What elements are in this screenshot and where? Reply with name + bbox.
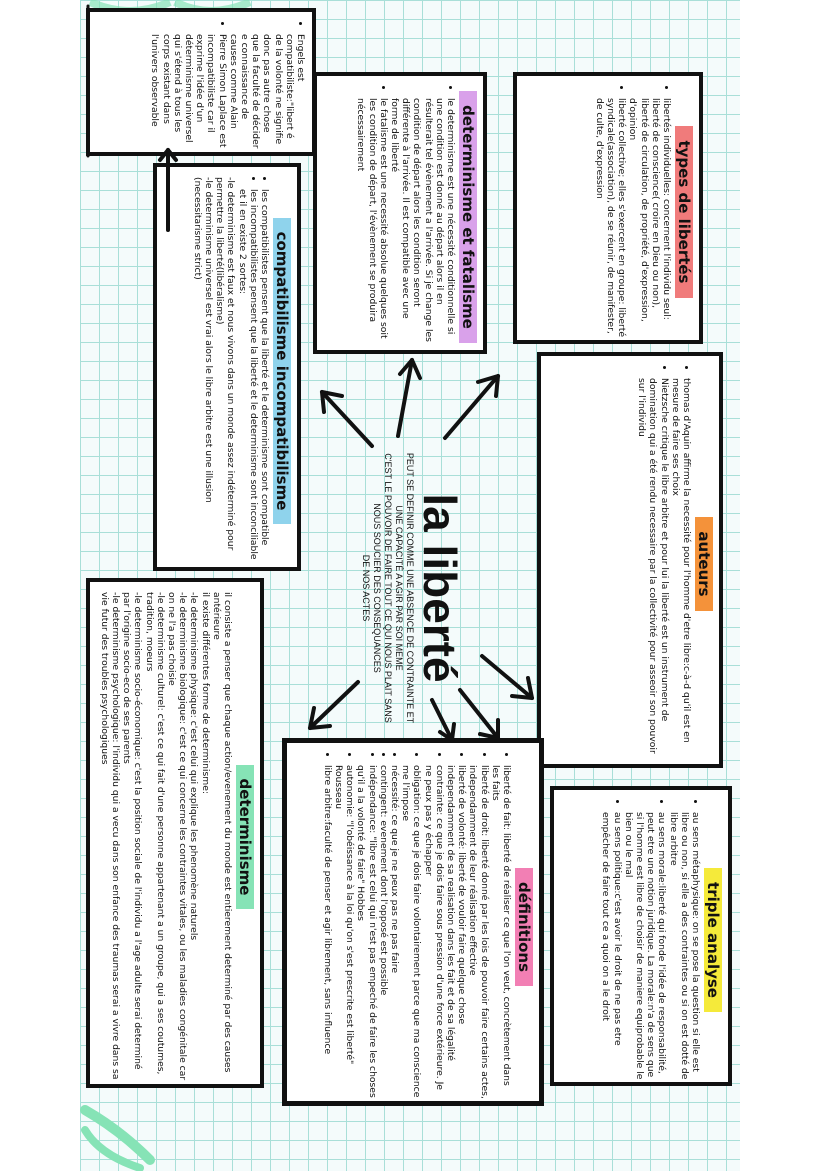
types-de-libertes-title: types de libertés xyxy=(675,126,693,297)
arrow-icon xyxy=(310,682,358,728)
determinisme-line: il existe différentes forme de determinisme: xyxy=(199,592,211,794)
definition-item: • indépendance: "libre est celui qui n'est pas empeché de faire les choses qu'il a la volonté de faire" Hobbes xyxy=(355,765,377,1101)
determinisme-fatalisme-item: • le fatalisme est une necessité absolue quelques soit les condition de départ, l'évènement se produira nécessairement xyxy=(355,98,389,348)
central-title: la liberté xyxy=(414,493,466,683)
triple-analyse-item: • au sens politique:c'est avoir le droit de ne pas etre empêcher de faire tout ce a quoi on a le droit xyxy=(600,812,622,1080)
auteurs-item: • Nietzsche critique le libre arbitre et pour lui la liberté est un instrument de domination qui a été rendu necessaire par la collectivité pour asseoir son pouvoir sur l'individu xyxy=(636,378,670,762)
triple-analyse-item: • au sens morale:liberté qui fonde l'idée de responsabilité, peut etre une notion juridique. La morale:n'a de sens que si l'homme est libre de choisir de maniere equiprobable le bien ou le mal xyxy=(623,812,668,1080)
determinisme-title: determinisme xyxy=(236,765,254,910)
central-subtitle-line: DE NOS ACTES xyxy=(361,554,371,622)
central-subtitle-line: C'EST LE POUVOIR DE FAIRE TOUT CE QUI NOUS PLAIT SANS xyxy=(383,453,393,723)
compatibilisme-item: • les compatibilistes pensent que la liberté et le determinisme sont compatible xyxy=(259,189,270,565)
compatibilisme-item: • les incompatibilistes pensent que la liberté et le determinisme sont inconciliable et il en existe 2 sortes: xyxy=(236,189,258,565)
definition-item: • obligation: ce que je dois faire volontairement parce que ma conscience me l'impose xyxy=(400,765,422,1101)
definitions-title: définitions xyxy=(515,868,533,986)
auteurs-title: auteurs xyxy=(695,517,713,610)
engels-text: • Engels est compatibiliste:"libert é de la volonté ne signifie donc pas autre chose que la faculté de décider e connaissance de causes comme Alain xyxy=(228,34,306,150)
triple-analyse-item: • au sens métaphysique: on se pose la question si elle est libre ou non, si elle a des contraintes ou si on est dotté de libre arbitre xyxy=(667,812,701,1080)
compatibilisme-title: compatibilisme incompatibilisme xyxy=(273,218,291,525)
central-subtitle-line: PEUT SE DEFINIR COMME UNE ABSENCE DE CONTRAINTE ET xyxy=(405,452,415,724)
definition-item: • contingent: evenement dont l'opposé est possible xyxy=(378,765,389,1101)
central-subtitle-line: NOUS SOUCIER DES CONSEQUANCES xyxy=(372,503,382,673)
arrow-icon xyxy=(322,392,372,446)
laplace-text: • Pierre Simon Laplace est incompatibiliste car il exprime l'idée d'un déterminisme universel qui s'étend à tous les corps existant dans l'univers observable xyxy=(149,34,227,150)
arrow-icon xyxy=(482,656,532,698)
determinisme-line: -le determinisme psychologique: l'individu qui a vecu dans son enfance des traumas serai a vivre dans sa vie futur des troubles psychologiques xyxy=(98,592,121,1080)
determinisme-line: -le determinisme culturel: c'est ce qui fait d'une personne appartenant a un groupe, qui a ses coutumes, tradition, moeurs xyxy=(143,592,166,1075)
determinisme-fatalisme-title: determinisme et fatalisme xyxy=(459,91,477,343)
types-de-libertes-item: • libertés individuelles: concernent l'individu seul: liberté de conscience( croire en Dieu ou non), liberté de circulation, de propriété, d'expression, d'opinion xyxy=(627,98,672,338)
auteurs-item: • thomas d'Aquin affirme la necessité pour l'homme d'etre libre:c-à-d qu'il est en mesure de faire ses choix xyxy=(670,378,692,762)
arrow-icon xyxy=(445,376,498,438)
definition-item: • liberté de volonté: liberté de vouloir faire quelque chose independamment de sa realisation dans les fait et de sa légalité xyxy=(445,765,467,1101)
triple-analyse-title: triple analyse xyxy=(704,868,722,1012)
determinisme-line: -le determinisme biologique: c'est ce qui concerne les contraintes vitales, ou les maladies congénitale car on ne l'a pas choisie xyxy=(165,592,189,1081)
compatibilisme-subitem: -le determinisme est faux et nous vivons dans un monde assez indéterminé pour permettre la liberté(libéralisme) xyxy=(214,177,237,551)
determinisme-line: il consiste a penser que chaque action/evenement du monde est entierement determiné par des causes antérieure xyxy=(210,592,233,1073)
determinisme-fatalisme-item: • le determinisme est une nécessité conditionnelle si une condition est donné au départ alors il en résulterait tel évènement a l'arrivée. Si je change les condition de départ alors les condition seront différente à l'arrivée. Il est compatible avec une forme de liberté xyxy=(389,98,456,348)
types-de-libertes-item: • liberté collective; elles s'exercent en groupe: liberté syndicale(association), de se réunir, de manifester, de culte, d'expression xyxy=(594,98,628,338)
definition-item: • liberté de droit: liberté donné par les lois de pouvoir faire certains actes, independamment de leur réalisation effective xyxy=(467,765,489,1101)
determinisme-line: -le determinisme physique: c'est celui qui explique les phenomène naturels xyxy=(188,592,200,941)
definition-item: • liberté de fait: liberté de réaliser ce que l'on veut, concrètement dans les faits xyxy=(490,765,512,1101)
central-subtitle-line: UNE CAPACITÉ A AGIR PAR SOI MEME xyxy=(394,505,404,671)
definition-item: • nécessité: ce que je ne peux pas ne pas faire xyxy=(389,765,400,1101)
definition-item: • autonomie: "l'obéissance à la loi qu'on s'est prescrite est liberté" Rousseau xyxy=(333,765,355,1101)
definition-item: • contrainte: ce que je dois faire sous pression d'une force extérieure. Je ne peux pas y échapper xyxy=(422,765,444,1101)
compatibilisme-subitem: -le determinisme universel est vrai alors le libre arbitre est une illusion (necessitarisme strict) xyxy=(191,177,214,503)
determinisme-line: -le determinisme socio-économique: c'est la position sociale de l'individu a l'age adulte serai determiné par l'origine socio-eco de ses parents xyxy=(121,592,144,1070)
definition-item: • libre arbitre:faculté de penser et agir librement, sans influence xyxy=(322,765,333,1101)
arrow-icon xyxy=(460,690,498,738)
